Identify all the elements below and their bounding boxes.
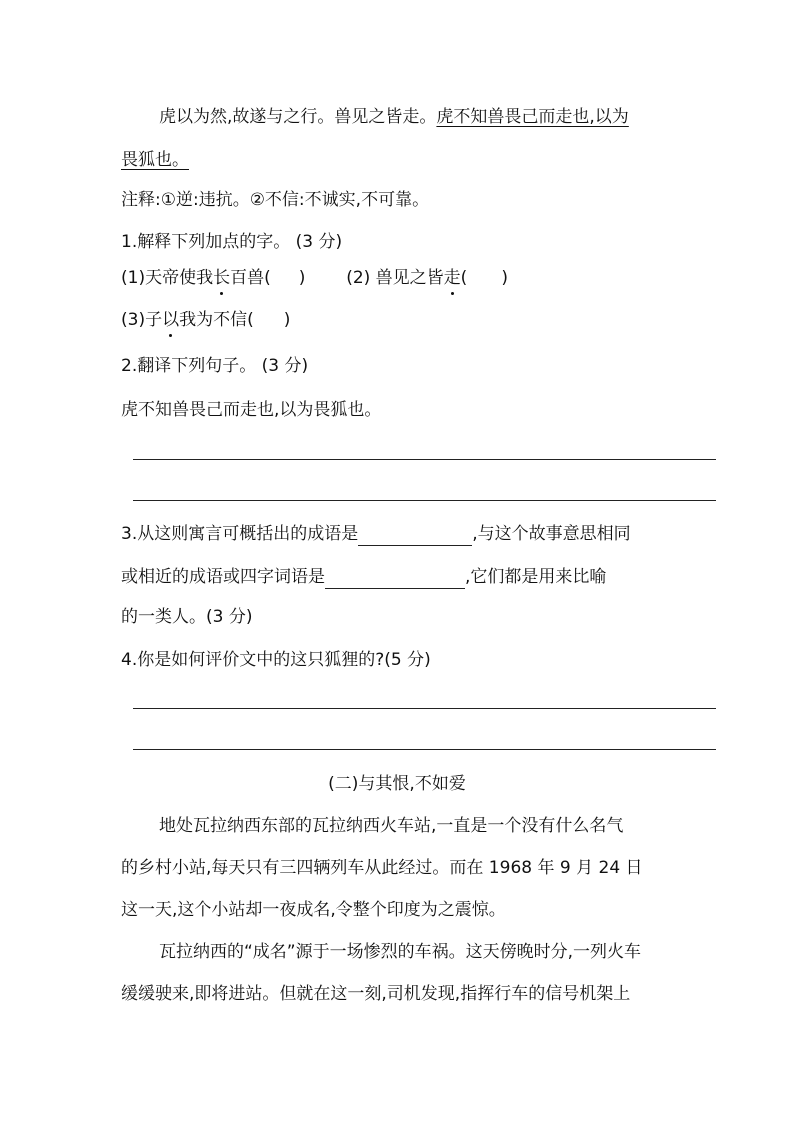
question-1-items-row <box>121 266 508 290</box>
answer-line[interactable] <box>133 500 716 501</box>
question-4-title: 4.你是如何评价文中的这只狐狸的?(5 分) <box>121 650 431 670</box>
underlined-sentence-end: 畏狐也。 <box>121 150 189 170</box>
blank-similar-idiom[interactable] <box>325 570 465 589</box>
answer-line[interactable] <box>133 749 716 750</box>
q1-item-3: (3)子以我为不信( ) <box>121 310 291 330</box>
passage-line-1 <box>159 105 629 129</box>
section-heading: (二)与其恨,不如爱 <box>328 774 466 794</box>
question-3-line-1: 3.从这则寓言可概括出的成语是 ,与这个故事意思相同 <box>121 524 631 544</box>
blank-idiom[interactable] <box>358 527 472 546</box>
dotted-char: 长 <box>213 268 231 288</box>
passage-line-2 <box>121 148 189 172</box>
question-2-title: 2.翻译下列句子。 (3 分) <box>121 356 309 376</box>
question-1-title: 1.解释下列加点的字。 (3 分) <box>121 232 343 252</box>
question-3-line-3: 的一类人。(3 分) <box>121 607 253 627</box>
dotted-char: 以 <box>162 310 180 330</box>
q1-item-1: (1)天帝使我长百兽( ) <box>121 268 306 288</box>
answer-line[interactable] <box>133 708 716 709</box>
paragraph-2-line-2: 缓缓驶来,即将进站。但就在这一刻,司机发现,指挥行车的信号机架上 <box>121 984 631 1004</box>
question-3-line-2: 或相近的成语或四字词语是 ,它们都是用来比喻 <box>121 567 607 587</box>
paragraph-1-line-2: 的乡村小站,每天只有三四辆列车从此经过。而在 1968 年 9 月 24 日 <box>121 858 643 878</box>
answer-line[interactable] <box>133 459 716 460</box>
dotted-char: 走 <box>443 268 461 288</box>
annotation-notes: 注释:①逆:违抗。②不信:不诚实,不可靠。 <box>121 190 430 210</box>
paragraph-1-line-1: 地处瓦拉纳西东部的瓦拉纳西火车站,一直是一个没有什么名气 <box>159 816 624 836</box>
paragraph-1-line-3: 这一天,这个小站却一夜成名,令整个印度为之震惊。 <box>121 900 506 920</box>
question-2-sentence: 虎不知兽畏己而走也,以为畏狐也。 <box>121 400 382 420</box>
q1-item-2: (2) 兽见之皆走( ) <box>346 268 508 288</box>
underlined-sentence: 虎不知兽畏己而走也,以为 <box>436 107 629 127</box>
paragraph-2-line-1: 瓦拉纳西的“成名”源于一场惨烈的车祸。这天傍晚时分,一列火车 <box>159 942 642 962</box>
passage-text: 虎以为然,故遂与之行。兽见之皆走。 <box>159 107 437 127</box>
